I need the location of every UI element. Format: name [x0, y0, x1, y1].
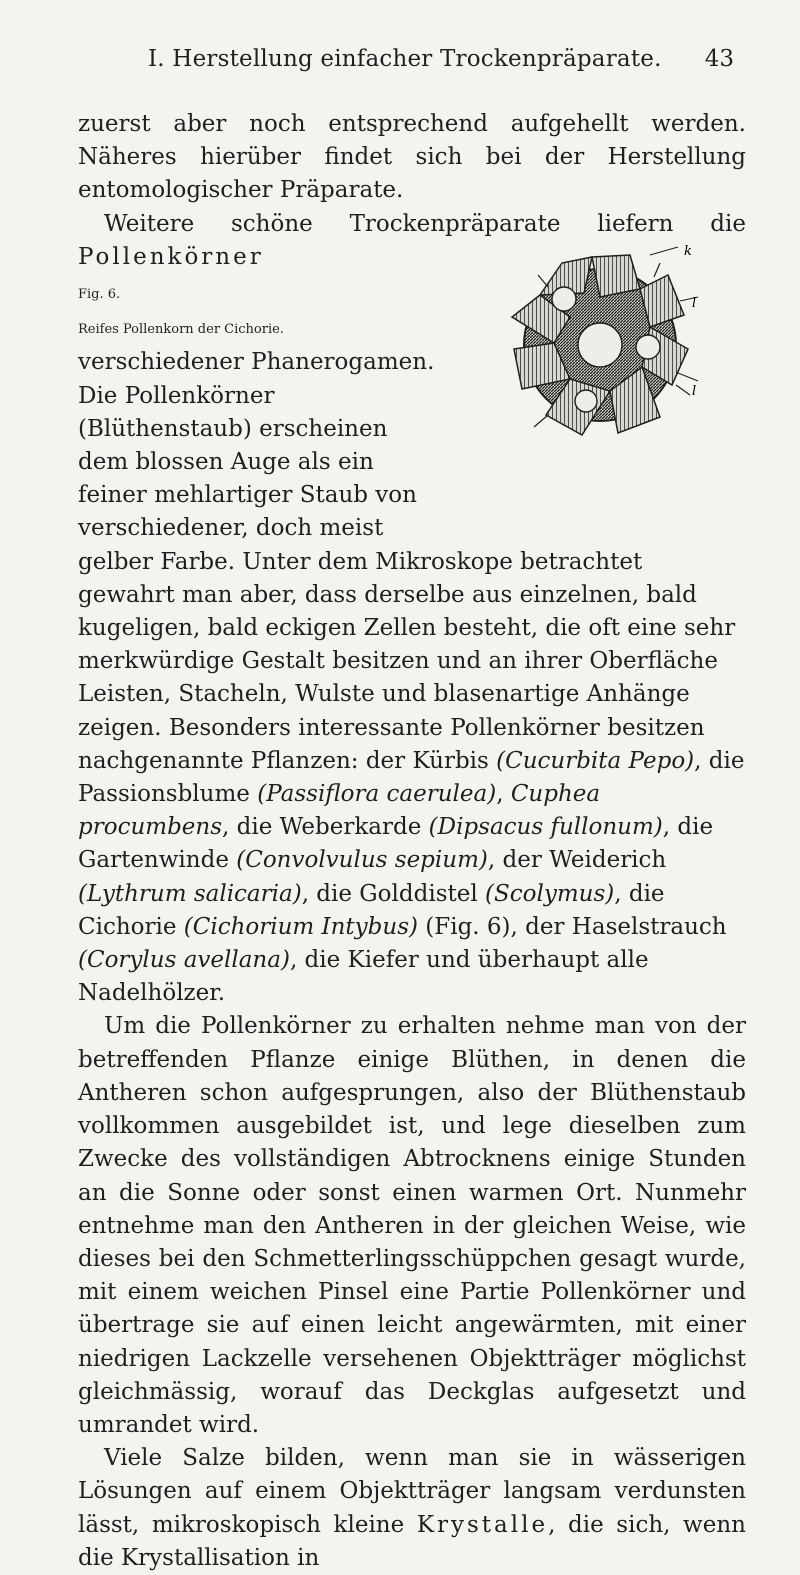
figure-6	[454, 245, 746, 545]
paragraph-4: Viele Salze bilden, wenn man sie in wässerigen Lösungen auf einem Objektträger langsam verdunsten lässt, mikroskopisch kleine Krystalle, die sich, wenn die Krystallisation in	[78, 1445, 746, 1571]
paragraph-1: zuerst aber noch entsprechend aufgehellt werden. Näheres hierüber findet sich bei der Herstellung entomologischer Präparate.	[78, 111, 746, 204]
pollen-grain-illustration	[500, 245, 700, 445]
running-head	[148, 46, 734, 82]
figure-caption: Reifes Pollenkorn der Cichorie.	[78, 322, 284, 338]
figure-label: Fig. 6.	[78, 287, 121, 303]
figure-marker-l-top: l	[692, 295, 697, 311]
spaced-term-krystalle: Krystalle	[416, 1511, 549, 1538]
body-text: zuerst aber noch entsprechend aufgehellt werden. Näheres hierüber findet sich bei der Herstellung entomologischer Präparate. Weitere schöne Trockenpräparate liefern die Pollenkörner k l l Fig. 6. Reifes Pollenkorn der Cichorie. verschiedener Phanerogamen. Die Pollenkörner (Blüthenstaub) erscheinen dem blossen Auge als ein feiner mehlartiger Staub von verschiedener, doch meist gelber Farbe. Unter dem Mikroskope betrachtet gewahrt man aber, dass derselbe aus einzelnen, bald kugeligen, bald eckigen Zellen besteht, die oft eine sehr merkwürdige Gestalt besitzen und an ihrer Oberfläche Leisten, Stacheln, Wulste und blasenartige Anhänge zeigen. Besonders interessante Pollenkörner besitzen nachgenannte Pflanzen: der Kürbis (Cucurbita Pepo), die Passionsblume (Passiflora caerulea), Cuphea procumbens, die Weberkarde (Dipsacus fullonum), die Gartenwinde (Convolvulus sepium), der Weiderich (Lythrum salicaria), die Golddistel (Scolymus), die Cichorie (Cichorium Intybus) (Fig. 6), der Haselstrauch (Corylus avellana), die Kiefer und überhaupt alle Nadelhölzer. Um die Pollenkörner zu erhalten nehme man von der betreffenden Pflanze einige Blüthen, in denen die Antheren schon aufgesprungen, also der Blüthenstaub vollkommen ausgebildet ist, und lege dieselben zum Zwecke des vollständigen Abtrocknens einige Stunden an die Sonne oder sonst einen warmen Ort. Nunmehr entnehme man den Antheren in der gleichen Weise, wie dieses bei den Schmetterlingsschüppchen gesagt wurde, mit einem weichen Pinsel eine Partie Pollenkörner und übertrage sie auf einen leicht angewärmten, mit einer niedrigen Lackzelle versehenen Objektträger möglichst gleichmässig, worauf das Deckglas aufgesetzt und umrandet wird. Viele Salze bilden, wenn man sie in wässerigen Lösungen auf einem Objektträger langsam verdunsten lässt, mikroskopisch kleine Krystalle, die sich, wenn die Krystallisation in	[78, 108, 746, 1575]
figure-marker-k: k	[684, 244, 692, 259]
paragraph-2: Weitere schöne Trockenpräparate liefern die Pollenkörner k l l	[78, 208, 746, 274]
figure-marker-l-bottom: l	[692, 383, 697, 399]
running-title: I. Herstellung einfacher Trockenpräparate.	[148, 46, 662, 72]
page-number: 43	[704, 46, 734, 72]
spaced-term-pollenkoerner: Pollenkörner	[78, 243, 264, 270]
paragraph-3: Um die Pollenkörner zu erhalten nehme man von der betreffenden Pflanze einige Blüthen, in denen die Antheren schon aufgesprungen, also der Blüthenstaub vollkommen ausgebildet ist, und lege dieselben zum Zwecke des vollständigen Abtrocknens einige Stunden an die Sonne oder sonst einen warmen Ort. Nunmehr entnehme man den Antheren in der gleichen Weise, wie dieses bei den Schmetterlingsschüppchen gesagt wurde, mit einem weichen Pinsel eine Partie Pollenkörner und übertrage sie auf einen leicht angewärmten, mit einer niedrigen Lackzelle versehenen Objektträger möglichst gleichmässig, worauf das Deckglas aufgesetzt und umrandet wird.	[78, 1013, 746, 1438]
